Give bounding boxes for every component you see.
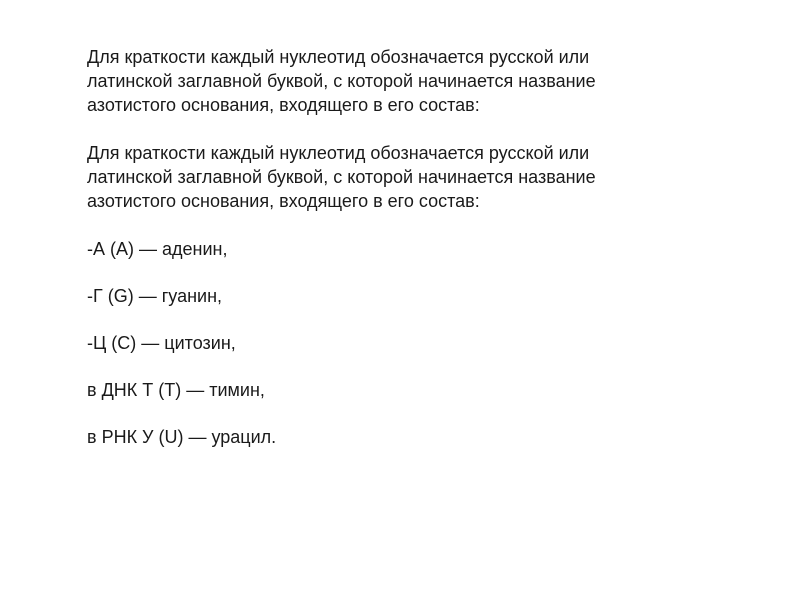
paragraph-line: Для краткости каждый нуклеотид обозначается русской или [87,47,590,67]
spacer [87,261,747,284]
spacer [87,402,747,425]
intro-paragraph-2 [87,141,747,213]
nucleotide-item-guanine: -Г (G) — гуанин, [87,286,223,306]
paragraph-line: латинской заглавной буквой, с которой начинается название [87,71,596,91]
nucleotide-item-uracil: в РНК У (U) — урацил. [87,427,277,447]
paragraph-line: азотистого основания, входящего в его состав: [87,191,480,211]
nucleotide-item-thymine: в ДНК Т (T) — тимин, [87,380,265,400]
nucleotide-item-adenine: -А (A) — аденин, [87,239,228,259]
spacer [87,308,747,331]
paragraph-line: латинской заглавной буквой, с которой начинается название [87,167,596,187]
paragraph-line: азотистого основания, входящего в его состав: [87,95,480,115]
nucleotide-item-cytosine: -Ц (C) — цитозин, [87,333,236,353]
paragraph-line: Для краткости каждый нуклеотид обозначается русской или [87,143,590,163]
slide-text-block [87,45,747,449]
spacer [87,117,747,141]
spacer [87,213,747,237]
spacer [87,355,747,378]
intro-paragraph-1 [87,45,747,117]
